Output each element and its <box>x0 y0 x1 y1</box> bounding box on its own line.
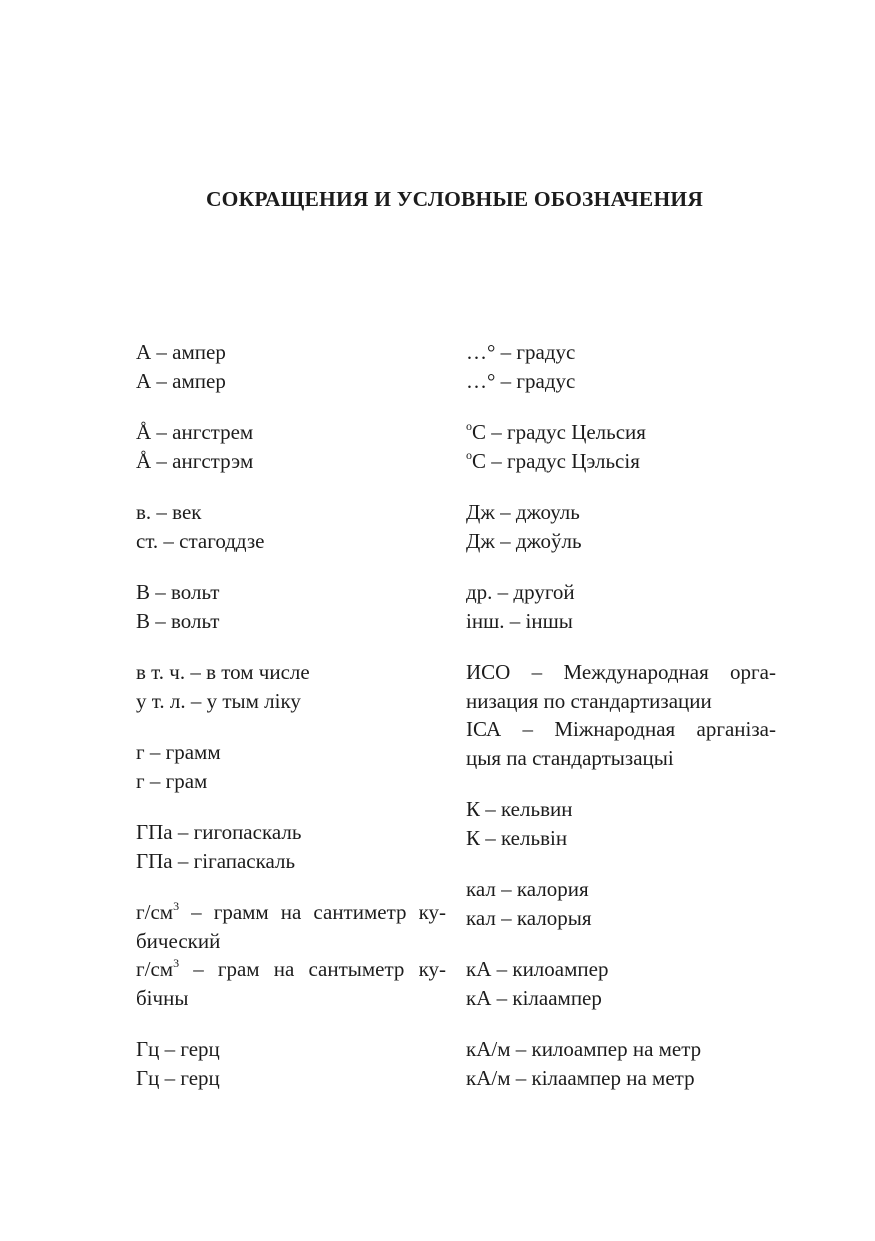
entry-ru-line1: ИСО – Международная орга- <box>466 660 776 684</box>
entry-iso <box>466 658 776 772</box>
entry-ru: в т. ч. – в том числе <box>136 660 310 684</box>
entry-gigapascal <box>136 818 446 875</box>
entry-century <box>136 498 446 555</box>
entry-be: Дж – джоўль <box>466 528 582 553</box>
superscript: 3 <box>173 899 180 913</box>
entry-joule <box>466 498 776 555</box>
entry-ru: в. – век <box>136 500 202 524</box>
entry-be: К – кельвін <box>466 825 568 850</box>
entry-ru-line2: бический <box>136 928 221 953</box>
definition-text: С – градус Цельсия <box>472 420 646 444</box>
entry-ru: др. – другой <box>466 580 575 604</box>
entry-hertz <box>136 1035 446 1092</box>
entry-including <box>136 658 446 715</box>
entry-be: ст. – стагоддзе <box>136 528 265 553</box>
unit-symbol: г/см <box>136 900 174 924</box>
entry-be: А – ампер <box>136 368 226 393</box>
entry-ru: ГПа – гигопаскаль <box>136 820 302 844</box>
entry-be: …° – градус <box>466 368 576 393</box>
entry-be: у т. л. – у тым ліку <box>136 688 301 713</box>
definition-text: – грам на сантыметр ку- <box>179 957 446 981</box>
entry-kiloampere <box>466 955 776 1012</box>
entry-kelvin <box>466 795 776 852</box>
entry-be-line2: бічны <box>136 985 189 1010</box>
entry-volt <box>136 578 446 635</box>
abbreviations-right-column <box>466 338 776 1115</box>
entry-gram <box>136 738 446 795</box>
entry-be: г – грам <box>136 768 208 793</box>
entry-be: кА – кілаампер <box>466 985 602 1010</box>
entry-ru <box>466 418 776 447</box>
entry-ru: Дж – джоуль <box>466 500 580 524</box>
entry-calorie <box>466 875 776 932</box>
entry-ampere <box>136 338 446 395</box>
entry-be: В – вольт <box>136 608 220 633</box>
abbreviations-left-column <box>136 338 446 1115</box>
entry-be-line2: цыя па стандартызацыі <box>466 745 674 770</box>
entry-gram-per-cubic-cm <box>136 898 446 1012</box>
entry-ru-line2: низация по стандартизации <box>466 688 712 713</box>
entry-ru: К – кельвин <box>466 797 573 821</box>
entry-be-line1: ІСА – Міжнародная арганіза- <box>466 717 776 741</box>
entry-ru: кА – килоампер <box>466 957 609 981</box>
unit-symbol: г/см <box>136 957 174 981</box>
superscript: 3 <box>173 956 180 970</box>
entry-be: інш. – іншы <box>466 608 573 633</box>
entry-ru: А – ампер <box>136 340 226 364</box>
entry-degree-celsius <box>466 418 776 475</box>
entry-ru: г – грамм <box>136 740 221 764</box>
entry-be: Å – ангстрэм <box>136 448 254 473</box>
entry-be-line1 <box>136 955 446 984</box>
entry-degree <box>466 338 776 395</box>
superscript: о <box>466 419 472 433</box>
entry-be: кал – калорыя <box>466 905 592 930</box>
entry-ru: …° – градус <box>466 340 576 364</box>
definition-text: – грамм на сантиметр ку- <box>179 900 446 924</box>
entry-ru: Å – ангстрем <box>136 420 254 444</box>
entry-be: ГПа – гігапаскаль <box>136 848 296 873</box>
entry-be <box>466 447 776 476</box>
entry-ru: кал – калория <box>466 877 589 901</box>
entry-ru: В – вольт <box>136 580 220 604</box>
page-title: СОКРАЩЕНИЯ И УСЛОВНЫЕ ОБОЗНАЧЕНИЯ <box>205 187 704 211</box>
superscript: о <box>466 447 472 462</box>
definition-text: С – градус Цэльсія <box>472 448 640 473</box>
entry-angstrom <box>136 418 446 475</box>
entry-other <box>466 578 776 635</box>
entry-ru: кА/м – килоампер на метр <box>466 1037 702 1061</box>
entry-be: Гц – герц <box>136 1065 220 1090</box>
entry-ru-line1 <box>136 898 446 927</box>
entry-be: кА/м – кілаампер на метр <box>466 1065 695 1090</box>
entry-kiloampere-per-meter <box>466 1035 776 1092</box>
entry-ru: Гц – герц <box>136 1037 220 1061</box>
